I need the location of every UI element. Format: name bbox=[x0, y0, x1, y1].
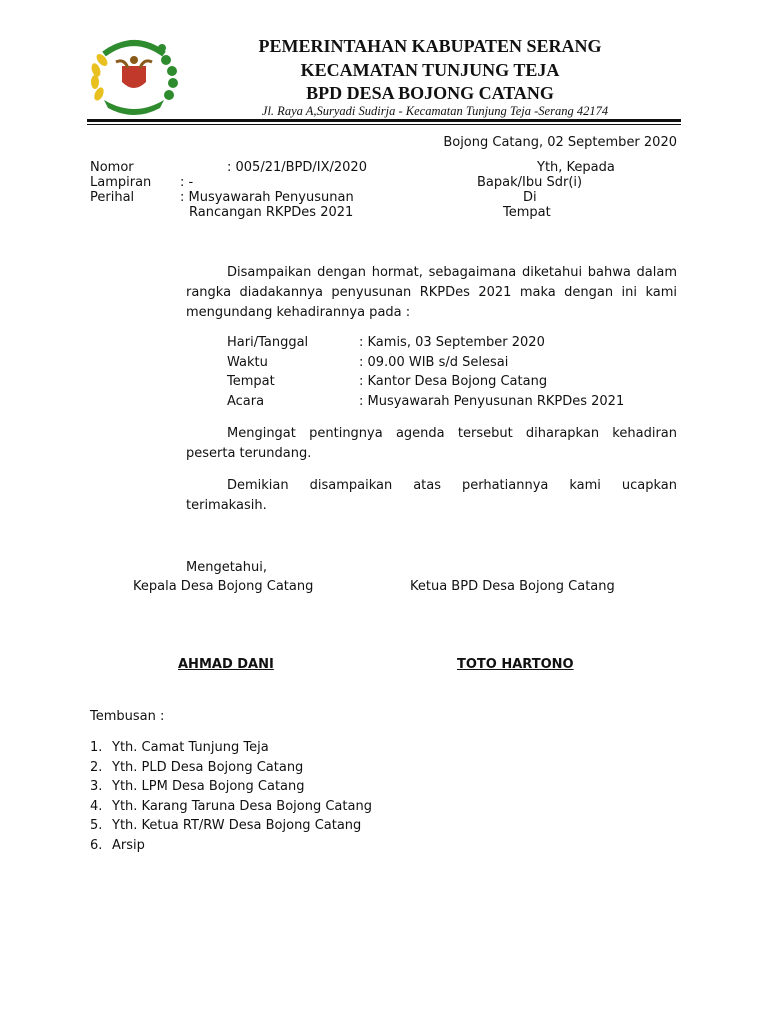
lampiran-value: : - bbox=[180, 175, 194, 190]
detail-value: : Kamis, 03 September 2020 bbox=[359, 335, 545, 350]
letterhead-line-1: PEMERINTAHAN KABUPATEN SERANG bbox=[258, 36, 602, 56]
letterhead-line-2: KECAMATAN TUNJUNG TEJA bbox=[300, 60, 560, 80]
perihal-label: Perihal bbox=[90, 190, 135, 205]
letterhead-address: Jl. Raya A,Suryadi Sudirja - Kecamatan Tunjung Teja -Serang 42174 bbox=[261, 104, 609, 118]
reminder-paragraph: Mengingat pentingnya agenda tersebut diharapkan kehadiran peserta terundang. bbox=[186, 426, 677, 461]
list-item: 2. Yth. PLD Desa Bojong Catang bbox=[90, 759, 304, 775]
detail-label: Waktu bbox=[227, 355, 268, 370]
letterhead-line-3: BPD DESA BOJONG CATANG bbox=[306, 83, 554, 103]
list-item: 1. Yth. Camat Tunjung Teja bbox=[90, 740, 269, 755]
perihal-value-1: : Musyawarah Penyusunan bbox=[180, 190, 354, 205]
cc-heading: Tembusan : bbox=[90, 709, 165, 724]
lampiran-label: Lampiran bbox=[90, 175, 152, 190]
left-signer-title: Kepala Desa Bojong Catang bbox=[133, 579, 314, 594]
detail-value: : 09.00 WIB s/d Selesai bbox=[359, 355, 509, 370]
detail-label: Hari/Tanggal bbox=[227, 335, 309, 350]
list-item: 6. Arsip bbox=[90, 837, 145, 853]
list-item: 4. Yth. Karang Taruna Desa Bojong Catang bbox=[90, 798, 372, 814]
recipient-line-2: Bapak/Ibu Sdr(i) bbox=[477, 175, 583, 190]
detail-label: Acara bbox=[227, 394, 265, 409]
recipient-line-3: Di bbox=[523, 190, 537, 205]
perihal-value-2: Rancangan RKPDes 2021 bbox=[189, 205, 354, 220]
letterhead-rule-thin bbox=[87, 124, 681, 125]
closing-paragraph: Demikian disampaikan atas perhatiannya kami ucapkan terimakasih. bbox=[186, 478, 677, 513]
detail-label: Tempat bbox=[227, 374, 275, 389]
date-place: Bojong Catang, 02 September 2020 bbox=[443, 135, 677, 150]
letterhead-rule-thick bbox=[87, 119, 681, 122]
bpd-logo bbox=[82, 38, 186, 116]
list-item: 3. Yth. LPM Desa Bojong Catang bbox=[90, 779, 305, 795]
acknowledge-label: Mengetahui, bbox=[186, 560, 267, 575]
nomor-value: : 005/21/BPD/IX/2020 bbox=[227, 160, 367, 175]
logo-label: BPD bbox=[119, 98, 140, 108]
detail-value: : Musyawarah Penyusunan RKPDes 2021 bbox=[359, 394, 625, 409]
opening-paragraph: Disampaikan dengan hormat, sebagaimana diketahui bahwa dalam rangka diadakannya penyusunan RKPDes 2021 maka dengan ini kami mengundang kehadirannya pada : bbox=[186, 265, 677, 320]
left-signer-name: AHMAD DANI bbox=[178, 657, 274, 672]
detail-value: : Kantor Desa Bojong Catang bbox=[359, 374, 548, 389]
list-item: 5. Yth. Ketua RT/RW Desa Bojong Catang bbox=[90, 818, 362, 834]
right-signer-title: Ketua BPD Desa Bojong Catang bbox=[410, 579, 615, 594]
recipient-line-4: Tempat bbox=[503, 205, 551, 220]
nomor-label: Nomor bbox=[90, 160, 134, 175]
right-signer-name: TOTO HARTONO bbox=[457, 657, 574, 672]
recipient-line-1: Yth, Kepada bbox=[537, 160, 615, 175]
cc-list bbox=[90, 738, 372, 856]
